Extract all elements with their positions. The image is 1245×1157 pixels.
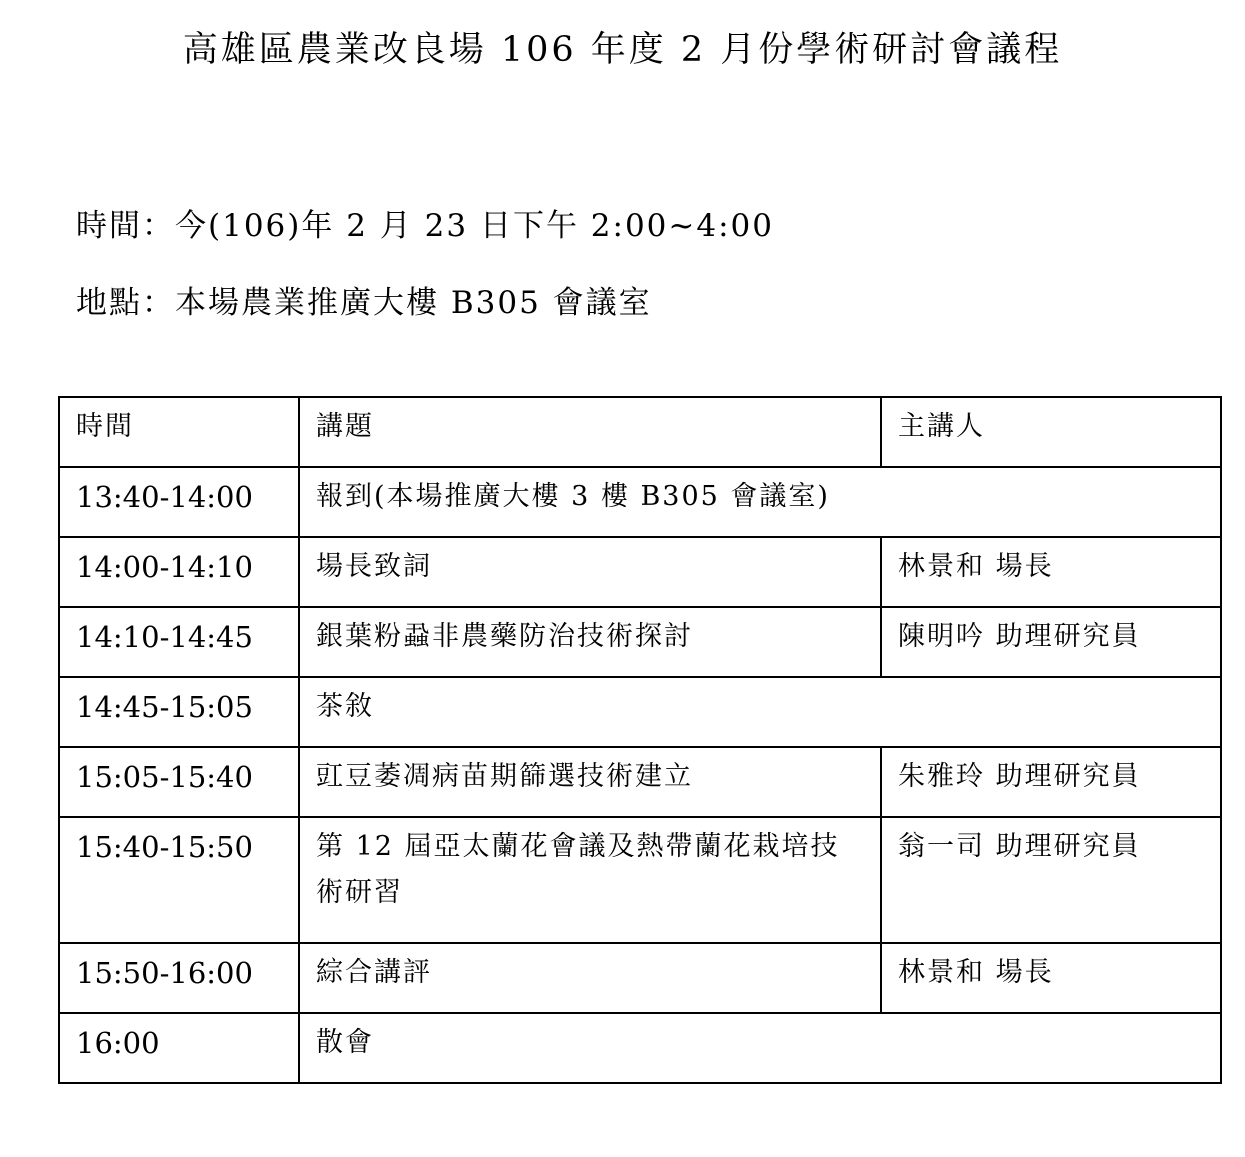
row-time: 14:00-14:10 — [59, 537, 299, 607]
row-speaker: 朱雅玲 助理研究員 — [881, 747, 1221, 817]
table-row — [59, 817, 1221, 943]
agenda-table — [58, 396, 1222, 1084]
row-speaker: 陳明吟 助理研究員 — [881, 607, 1221, 677]
header-time: 時間 — [59, 397, 299, 467]
row-topic: 銀葉粉蝨非農藥防治技術探討 — [299, 607, 881, 677]
header-speaker: 主講人 — [881, 397, 1221, 467]
row-speaker: 林景和 場長 — [881, 537, 1221, 607]
row-time: 14:45-15:05 — [59, 677, 299, 747]
page-title: 高雄區農業改良場 106 年度 2 月份學術研討會議程 — [182, 30, 1063, 70]
row-topic: 綜合講評 — [299, 943, 881, 1013]
table-row — [59, 537, 1221, 607]
row-topic: 報到(本場推廣大樓 3 樓 B305 會議室) — [299, 467, 1221, 537]
row-topic: 茶敘 — [299, 677, 1221, 747]
row-topic: 散會 — [299, 1013, 1221, 1083]
row-topic: 場長致詞 — [299, 537, 881, 607]
row-time: 13:40-14:00 — [59, 467, 299, 537]
table-header-row — [59, 397, 1221, 467]
row-time: 16:00 — [59, 1013, 299, 1083]
meeting-location: 地點：本場農業推廣大樓 B305 會議室 — [76, 285, 652, 321]
row-topic: 豇豆萎凋病苗期篩選技術建立 — [299, 747, 881, 817]
table-row — [59, 467, 1221, 537]
row-speaker: 翁一司 助理研究員 — [881, 817, 1221, 943]
row-speaker: 林景和 場長 — [881, 943, 1221, 1013]
meeting-time: 時間：今(106)年 2 月 23 日下午 2:00~4:00 — [76, 208, 774, 244]
table-row — [59, 607, 1221, 677]
table-row — [59, 747, 1221, 817]
table-row — [59, 943, 1221, 1013]
row-time: 14:10-14:45 — [59, 607, 299, 677]
header-topic: 講題 — [299, 397, 881, 467]
row-time: 15:50-16:00 — [59, 943, 299, 1013]
row-time: 15:05-15:40 — [59, 747, 299, 817]
row-time: 15:40-15:50 — [59, 817, 299, 943]
table-row — [59, 1013, 1221, 1083]
row-topic: 第 12 屆亞太蘭花會議及熱帶蘭花栽培技術研習 — [299, 817, 881, 943]
table-row — [59, 677, 1221, 747]
